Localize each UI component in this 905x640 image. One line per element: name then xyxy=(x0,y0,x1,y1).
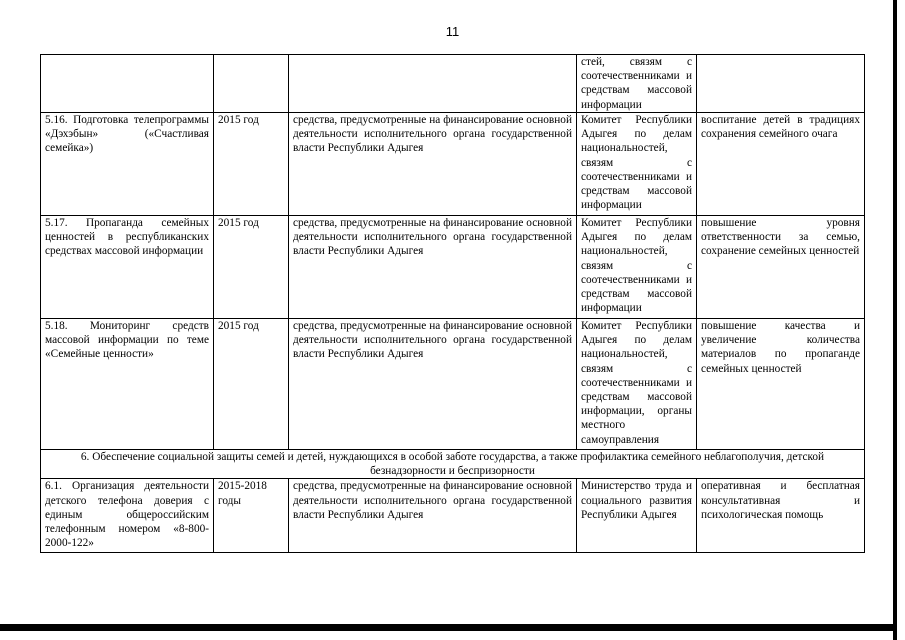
result-cell: повышение качества и увеличение количества материалов по пропаганде семейных ценностей xyxy=(697,319,865,450)
measure-name-cell: 5.17. Пропаганда семейных ценностей в республиканских средствах массовой информации xyxy=(41,216,214,319)
period-cell: 2015 год xyxy=(214,113,289,216)
measures-table xyxy=(40,54,865,553)
executor-cell: Комитет Республики Адыгея по делам национальностей, связям с соотечественниками и средствам массовой информации xyxy=(577,216,697,319)
table-row-5-16 xyxy=(41,113,865,216)
funding-cell: средства, предусмотренные на финансирование основной деятельности исполнительного органа государственной власти Республики Адыгея xyxy=(289,113,577,216)
section-heading: 6. Обеспечение социальной защиты семей и детей, нуждающихся в особой заботе государства, а также профилактика семейного неблагополучия, детской безнадзорности и беспризорности xyxy=(41,450,865,479)
period-cell: 2015 год xyxy=(214,216,289,319)
funding-cell xyxy=(289,55,577,113)
result-cell xyxy=(697,55,865,113)
executor-cell: Комитет Республики Адыгея по делам национальностей, связям с соотечественниками и средствам массовой информации xyxy=(577,113,697,216)
measure-name-cell: 5.18. Мониторинг средств массовой информации по теме «Семейные ценности» xyxy=(41,319,214,450)
executor-cell: стей, связям с соотечественниками и средствам массовой информации xyxy=(577,55,697,113)
executor-cell: Министерство труда и социального развития Республики Адыгея xyxy=(577,479,697,553)
table-row-5-18 xyxy=(41,319,865,450)
scan-right-edge xyxy=(893,0,897,640)
measure-name-cell: 6.1. Организация деятельности детского телефона доверия с единым общероссийским телефонным номером «8-800-2000-122» xyxy=(41,479,214,553)
measure-name-cell: 5.16. Подготовка телепрограммы «Дэхэбын» («Счастливая семейка») xyxy=(41,113,214,216)
table-row-continuation xyxy=(41,55,865,113)
funding-cell: средства, предусмотренные на финансирование основной деятельности исполнительного органа государственной власти Республики Адыгея xyxy=(289,479,577,553)
table-row-5-17 xyxy=(41,216,865,319)
measure-name-cell xyxy=(41,55,214,113)
period-cell xyxy=(214,55,289,113)
period-cell: 2015-2018 годы xyxy=(214,479,289,553)
funding-cell: средства, предусмотренные на финансирование основной деятельности исполнительного органа государственной власти Республики Адыгея xyxy=(289,216,577,319)
result-cell: воспитание детей в традициях сохранения семейного очага xyxy=(697,113,865,216)
funding-cell: средства, предусмотренные на финансирование основной деятельности исполнительного органа государственной власти Республики Адыгея xyxy=(289,319,577,450)
executor-cell: Комитет Республики Адыгея по делам национальностей, связям с соотечественниками и средствам массовой информации, органы местного самоуправления xyxy=(577,319,697,450)
result-cell: повышение уровня ответственности за семью, сохранение семейных ценностей xyxy=(697,216,865,319)
period-cell: 2015 год xyxy=(214,319,289,450)
section-heading-row xyxy=(41,450,865,479)
page-number: 11 xyxy=(445,24,460,39)
result-cell: оперативная и бесплатная консультативная и психологическая помощь xyxy=(697,479,865,553)
table-row-6-1 xyxy=(41,479,865,553)
scan-bottom-edge xyxy=(0,624,897,631)
